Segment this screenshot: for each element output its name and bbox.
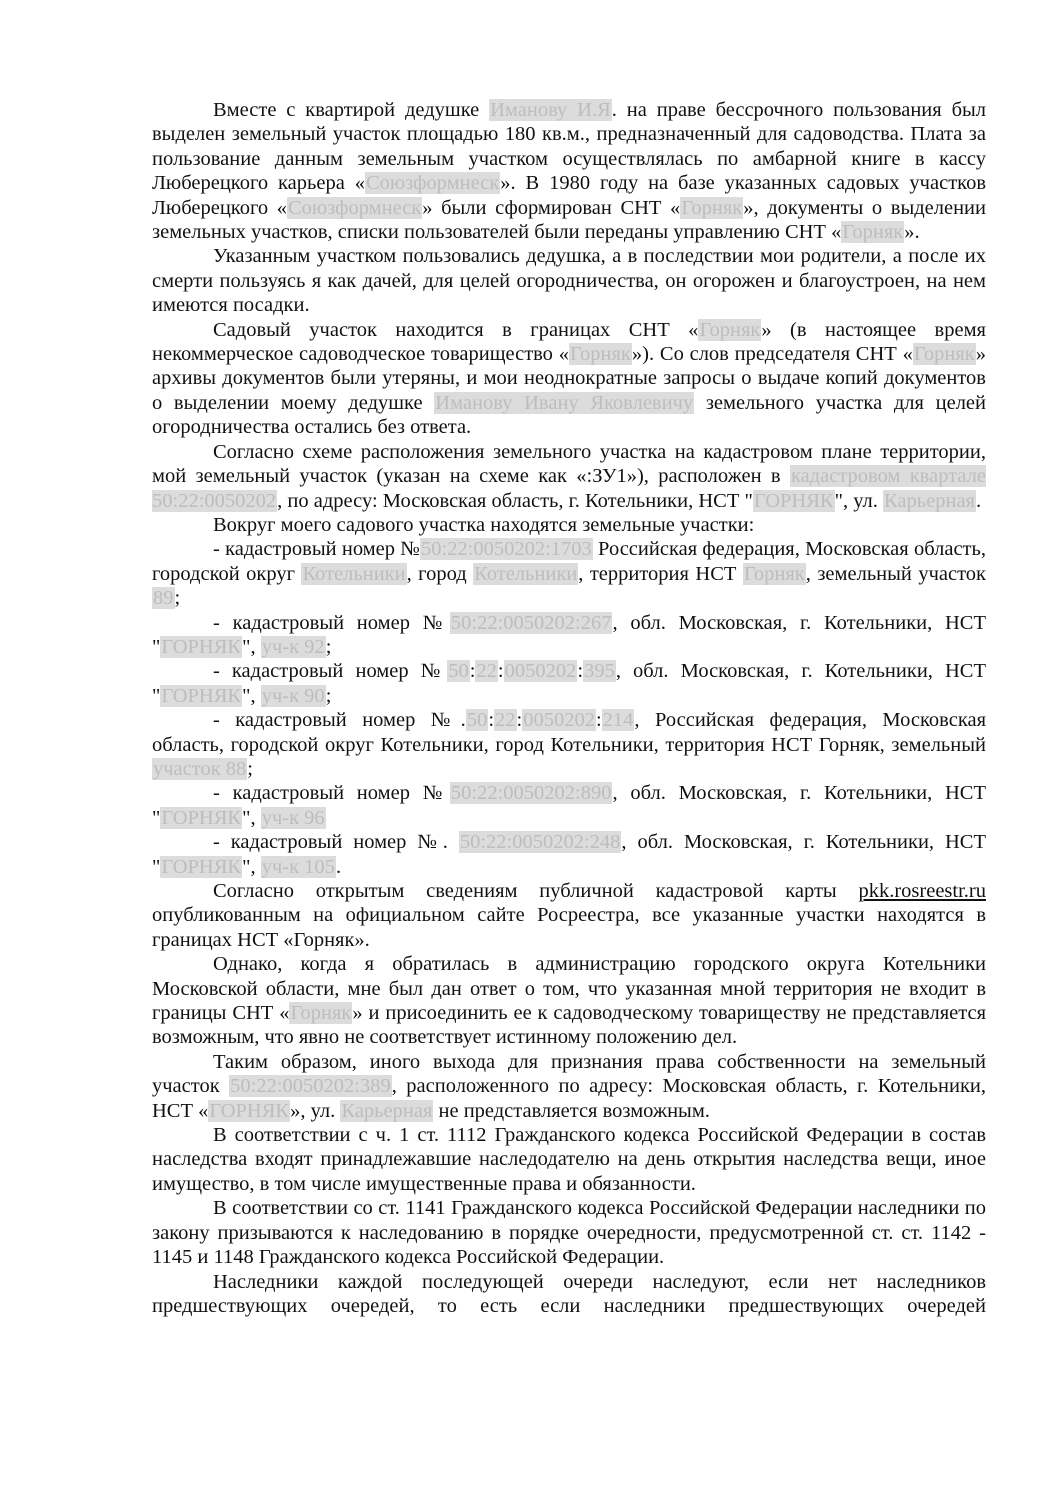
redacted-text: ГОРНЯК — [161, 684, 242, 707]
redacted-text: Иманову И.Я — [490, 99, 611, 121]
redacted-text: Горняк — [913, 343, 975, 366]
redacted-text: Котельники — [474, 562, 578, 585]
paragraph-civil-code-1112: В соответствии с ч. 1 ст. 1112 Гражданского кодекса Российской Федерации в состав наследства входят принадлежавшие наследодателю на день открытия наследства вещи, иное имущество, в том числе имущественные права и обязанности. — [152, 1124, 986, 1195]
list-item-cadastral-1: - кадастровый номер №50:22:0050202:1703 Российская федерация, Московская область, городской округ Котельники, город Котельники, территория НСТ Горняк, земельный участок 89; — [152, 538, 986, 610]
redacted-text: Горняк — [842, 221, 904, 244]
paragraph-snt-boundaries: Садовый участок находится в границах СНТ «Горняк» (в настоящее время некоммерческое садоводческое товарищество «Горняк»). Со слов председателя СНТ «Горняк» архивы документов были утеряны, и мои неоднократные запросы о выдаче копий документов о выделении моему дедушке Иманову Ивану Яковлевичу земельного участка для целей огородничества остались без ответа. — [152, 318, 986, 439]
list-item-cadastral-3: - кадастровый номер №50:22:0050202:395, обл. Московская, г. Котельники, НСТ "ГОРНЯК", уч-к 90; — [152, 660, 987, 707]
paragraph-plot-usage: Указанным участком пользовались дедушка, а в последствии мои родители, а после их смерти пользуясь я как дачей, для целей огородничества, он огорожен и благоустроен, на нем имеются посадки. — [152, 245, 986, 317]
redacted-text: 89 — [153, 587, 174, 610]
paragraph-heirs-order: Наследники каждой последующей очереди наследуют, если нет наследников предшествующих очередей, то есть если наследники предшествующих очередей — [152, 1270, 986, 1317]
redacted-text: Котельники — [302, 562, 406, 585]
redacted-text: Иманову Ивану Яковлевичу — [435, 391, 694, 414]
redacted-text: Горняк — [743, 562, 805, 585]
paragraph-grandfather-plot: Вместе с квартирой дедушке Иманову И.Я. на праве бессрочного пользования был выделен земельный участок площадью 180 кв.м., предназначенный для садоводства. Плата за пользование данным земельным участком осуществлялась по амбарной книге в кассу Люберецкого карьера «Союзформнеск». В 1980 году на базе указанных садовых участков Люберецкого «Союзформнеск» были сформирован СНТ «Горняк», документы о выделении земельных участков, списки пользователей были переданы управлению СНТ «Горняк». — [152, 99, 987, 244]
list-item-cadastral-2: - кадастровый номер №50:22:0050202:267, обл. Московская, г. Котельники, НСТ "ГОРНЯК", уч-к 92; — [152, 611, 987, 658]
redacted-text: ГОРНЯК — [161, 806, 242, 829]
paragraph-public-cadastral-map: Согласно открытым сведениям публичной кадастровой карты pkk.rosreestr.ru опубликованным на официальном сайте Росреестра, все указанные участки находятся в границах НСТ «Горняк». — [152, 880, 986, 951]
paragraph-administration-response: Однако, когда я обратилась в администрацию городского округа Котельники Московской области, мне был дан ответ о том, что указанная мной территория не входит в границы СНТ «Горняк» и присоединить ее к садоводческому товариществу не представляется возможным, что явно не соответствует истинному положению дел. — [152, 953, 986, 1049]
paragraph-civil-code-1141: В соответствии со ст. 1141 Гражданского кодекса Российской Федерации наследники по закону призываются к наследованию в порядке очередности, предусмотренной ст. ст. 1142 - 1145 и 1148 Гражданского кодекса Российской Федерации. — [152, 1197, 986, 1269]
redacted-text: участок 88 — [153, 757, 247, 780]
list-item-cadastral-6: - кадастровый номер №. 50:22:0050202:248, обл. Московская, г. Котельники, НСТ "ГОРНЯК", уч-к 105. — [152, 831, 987, 878]
redacted-text: Карьерная — [341, 1099, 433, 1122]
redacted-text: 22 — [495, 709, 516, 732]
redacted-text: 50 — [448, 660, 469, 683]
redacted-text: Горняк — [699, 318, 761, 341]
list-item-cadastral-5: - кадастровый номер №50:22:0050202:890, обл. Московская, г. Котельники, НСТ "ГОРНЯК", уч-к 96 — [152, 782, 987, 829]
redacted-text: 22 — [476, 660, 497, 683]
redacted-text: ГОРНЯК — [161, 635, 242, 658]
redacted-text: Союзформнеск — [365, 172, 500, 195]
redacted-text: ГОРНЯК — [209, 1099, 290, 1122]
redacted-text: 50:22:0050202:248 — [459, 831, 621, 854]
redacted-text: 214 — [602, 709, 634, 732]
redacted-text: Союзформнеск — [287, 196, 422, 219]
paragraph-cadastral-scheme: Согласно схеме расположения земельного участка на кадастровом плане территории, мой земельный участок (указан на схеме как «:ЗУ1»), расположен в кадастровом квартале 50:22:0050202, по адресу: Московская область, г. Котельники, НСТ "ГОРНЯК", ул. Карьерная. — [152, 440, 986, 512]
redacted-text: Горняк — [290, 1002, 352, 1025]
redacted-text: уч-к 92 — [261, 635, 325, 658]
redacted-text: уч-к 105 — [261, 855, 335, 878]
list-item-cadastral-4: - кадастровый номер №.50:22:0050202:214, Российская федерация, Московская область, городской округ Котельники, город Котельники, территория НСТ Горняк, земельный участок 88; — [152, 709, 986, 780]
redacted-text: уч-к 90 — [261, 684, 325, 707]
redacted-text: 0050202 — [504, 660, 577, 683]
redacted-text: 0050202 — [523, 709, 595, 732]
redacted-text: кадастровом квартале 50:22:0050202 — [152, 465, 986, 512]
redacted-text: Карьерная — [884, 489, 975, 512]
document-page — [152, 98, 986, 1318]
rosreestr-link[interactable]: pkk.rosreestr.ru — [858, 880, 986, 902]
redacted-text: 50:22:0050202:890 — [450, 782, 612, 805]
redacted-text: уч-к 96 — [261, 806, 325, 829]
redacted-text: 50:22:0050202:389 — [230, 1075, 391, 1098]
redacted-text: ГОРНЯК — [161, 855, 242, 878]
paragraph-neighbor-plots-intro: Вокруг моего садового участка находятся земельные участки: — [213, 513, 755, 536]
redacted-text: Горняк — [681, 196, 743, 219]
redacted-text: 50 — [466, 709, 488, 732]
redacted-text: Горняк — [569, 343, 631, 366]
redacted-text: 50:22:0050202:1703 — [420, 538, 592, 561]
redacted-text: 395 — [584, 660, 615, 683]
paragraph-no-other-way: Таким образом, иного выхода для признания права собственности на земельный участок 50:22:0050202:389, расположенного по адресу: Московская область, г. Котельники, НСТ «ГОРНЯК», ул. Карьерная не представляется возможным. — [152, 1050, 986, 1122]
redacted-text: ГОРНЯК — [753, 489, 834, 512]
redacted-text: 50:22:0050202:267 — [450, 611, 612, 634]
